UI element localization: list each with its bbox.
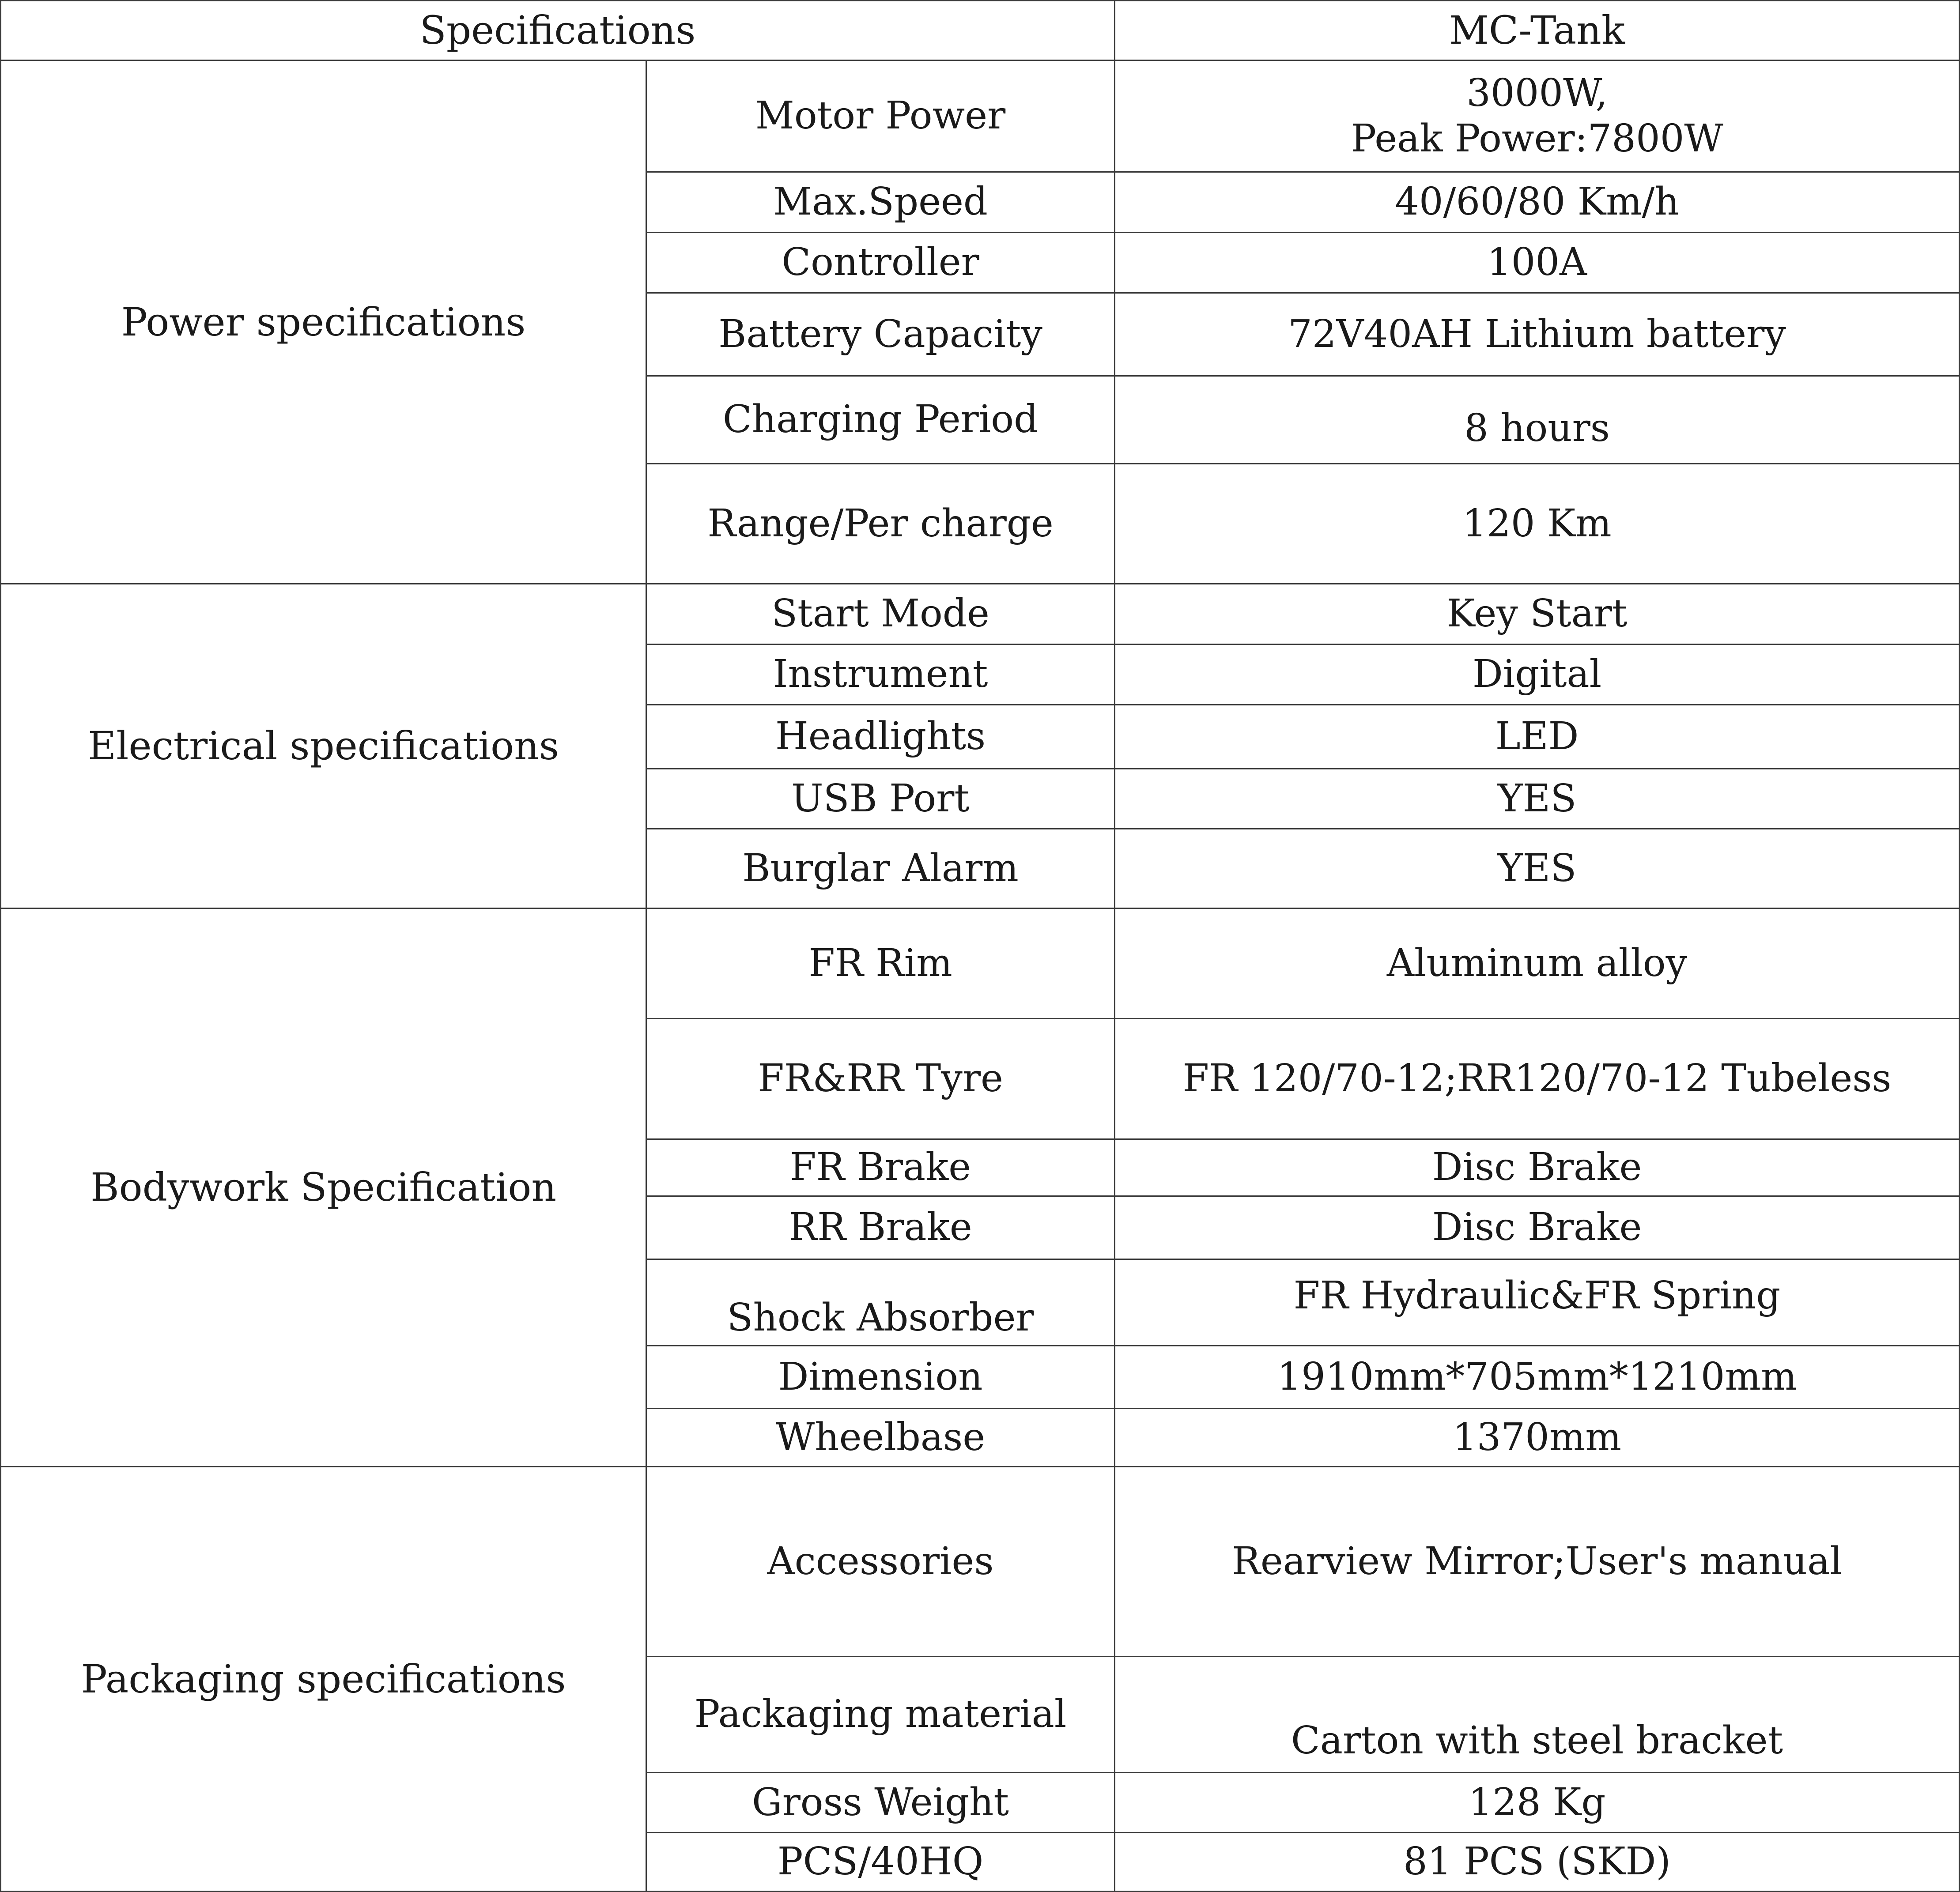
spec-value: FR Hydraulic&FR Spring [1115,1259,1960,1346]
spec-value: Digital [1115,644,1960,705]
spec-value: 1910mm*705mm*1210mm [1115,1346,1960,1409]
spec-label: Controller [646,233,1115,293]
table-row [1,60,1960,172]
spec-label: Max.Speed [646,172,1115,233]
spec-value: Aluminum alloy [1115,908,1960,1019]
spec-label: USB Port [646,769,1115,829]
category-bodywork: Bodywork Specification [1,908,646,1467]
spec-label: Start Mode [646,584,1115,644]
spec-value: Carton with steel bracket [1115,1657,1960,1773]
spec-value: Disc Brake [1115,1196,1960,1259]
spec-value: Rearview Mirror;User's manual [1115,1467,1960,1657]
spec-value: 40/60/80 Km/h [1115,172,1960,233]
spec-value: 100A [1115,233,1960,293]
spec-label: Range/Per charge [646,464,1115,584]
spec-label: Headlights [646,705,1115,769]
table-row [1,1467,1960,1657]
category-packaging: Packaging specifications [1,1467,646,1892]
spec-label: RR Brake [646,1196,1115,1259]
spec-label: Accessories [646,1467,1115,1657]
table-row [1,584,1960,644]
spec-value: 81 PCS (SKD) [1115,1833,1960,1892]
spec-value-line: 3000W, [1466,71,1608,115]
spec-value: 120 Km [1115,464,1960,584]
spec-value: 128 Kg [1115,1773,1960,1833]
spec-value: 8 hours [1115,376,1960,464]
spec-label: Gross Weight [646,1773,1115,1833]
spec-label: PCS/40HQ [646,1833,1115,1892]
spec-value: Disc Brake [1115,1139,1960,1196]
category-power: Power specifications [1,60,646,584]
spec-value: 72V40AH Lithium battery [1115,293,1960,376]
spec-value: YES [1115,769,1960,829]
spec-label: Charging Period [646,376,1115,464]
spec-value [1115,60,1960,172]
spec-label: Motor Power [646,60,1115,172]
table-header-row [1,1,1960,60]
spec-label: Dimension [646,1346,1115,1409]
category-electrical: Electrical specifications [1,584,646,908]
spec-label: Shock Absorber [646,1259,1115,1346]
spec-label: FR Rim [646,908,1115,1019]
spec-value: LED [1115,705,1960,769]
spec-label: FR Brake [646,1139,1115,1196]
spec-label: FR&RR Tyre [646,1019,1115,1139]
spec-value-line: Peak Power:7800W [1351,117,1723,161]
spec-label: Packaging material [646,1657,1115,1773]
spec-label: Battery Capacity [646,293,1115,376]
spec-value: FR 120/70-12;RR120/70-12 Tubeless [1115,1019,1960,1139]
header-model: MC-Tank [1115,1,1960,60]
spec-label: Wheelbase [646,1409,1115,1467]
spec-value: YES [1115,829,1960,908]
header-specifications: Specifications [1,1,1115,60]
spec-value: 1370mm [1115,1409,1960,1467]
spec-label: Burglar Alarm [646,829,1115,908]
spec-label: Instrument [646,644,1115,705]
table-row [1,908,1960,1019]
spec-value: Key Start [1115,584,1960,644]
